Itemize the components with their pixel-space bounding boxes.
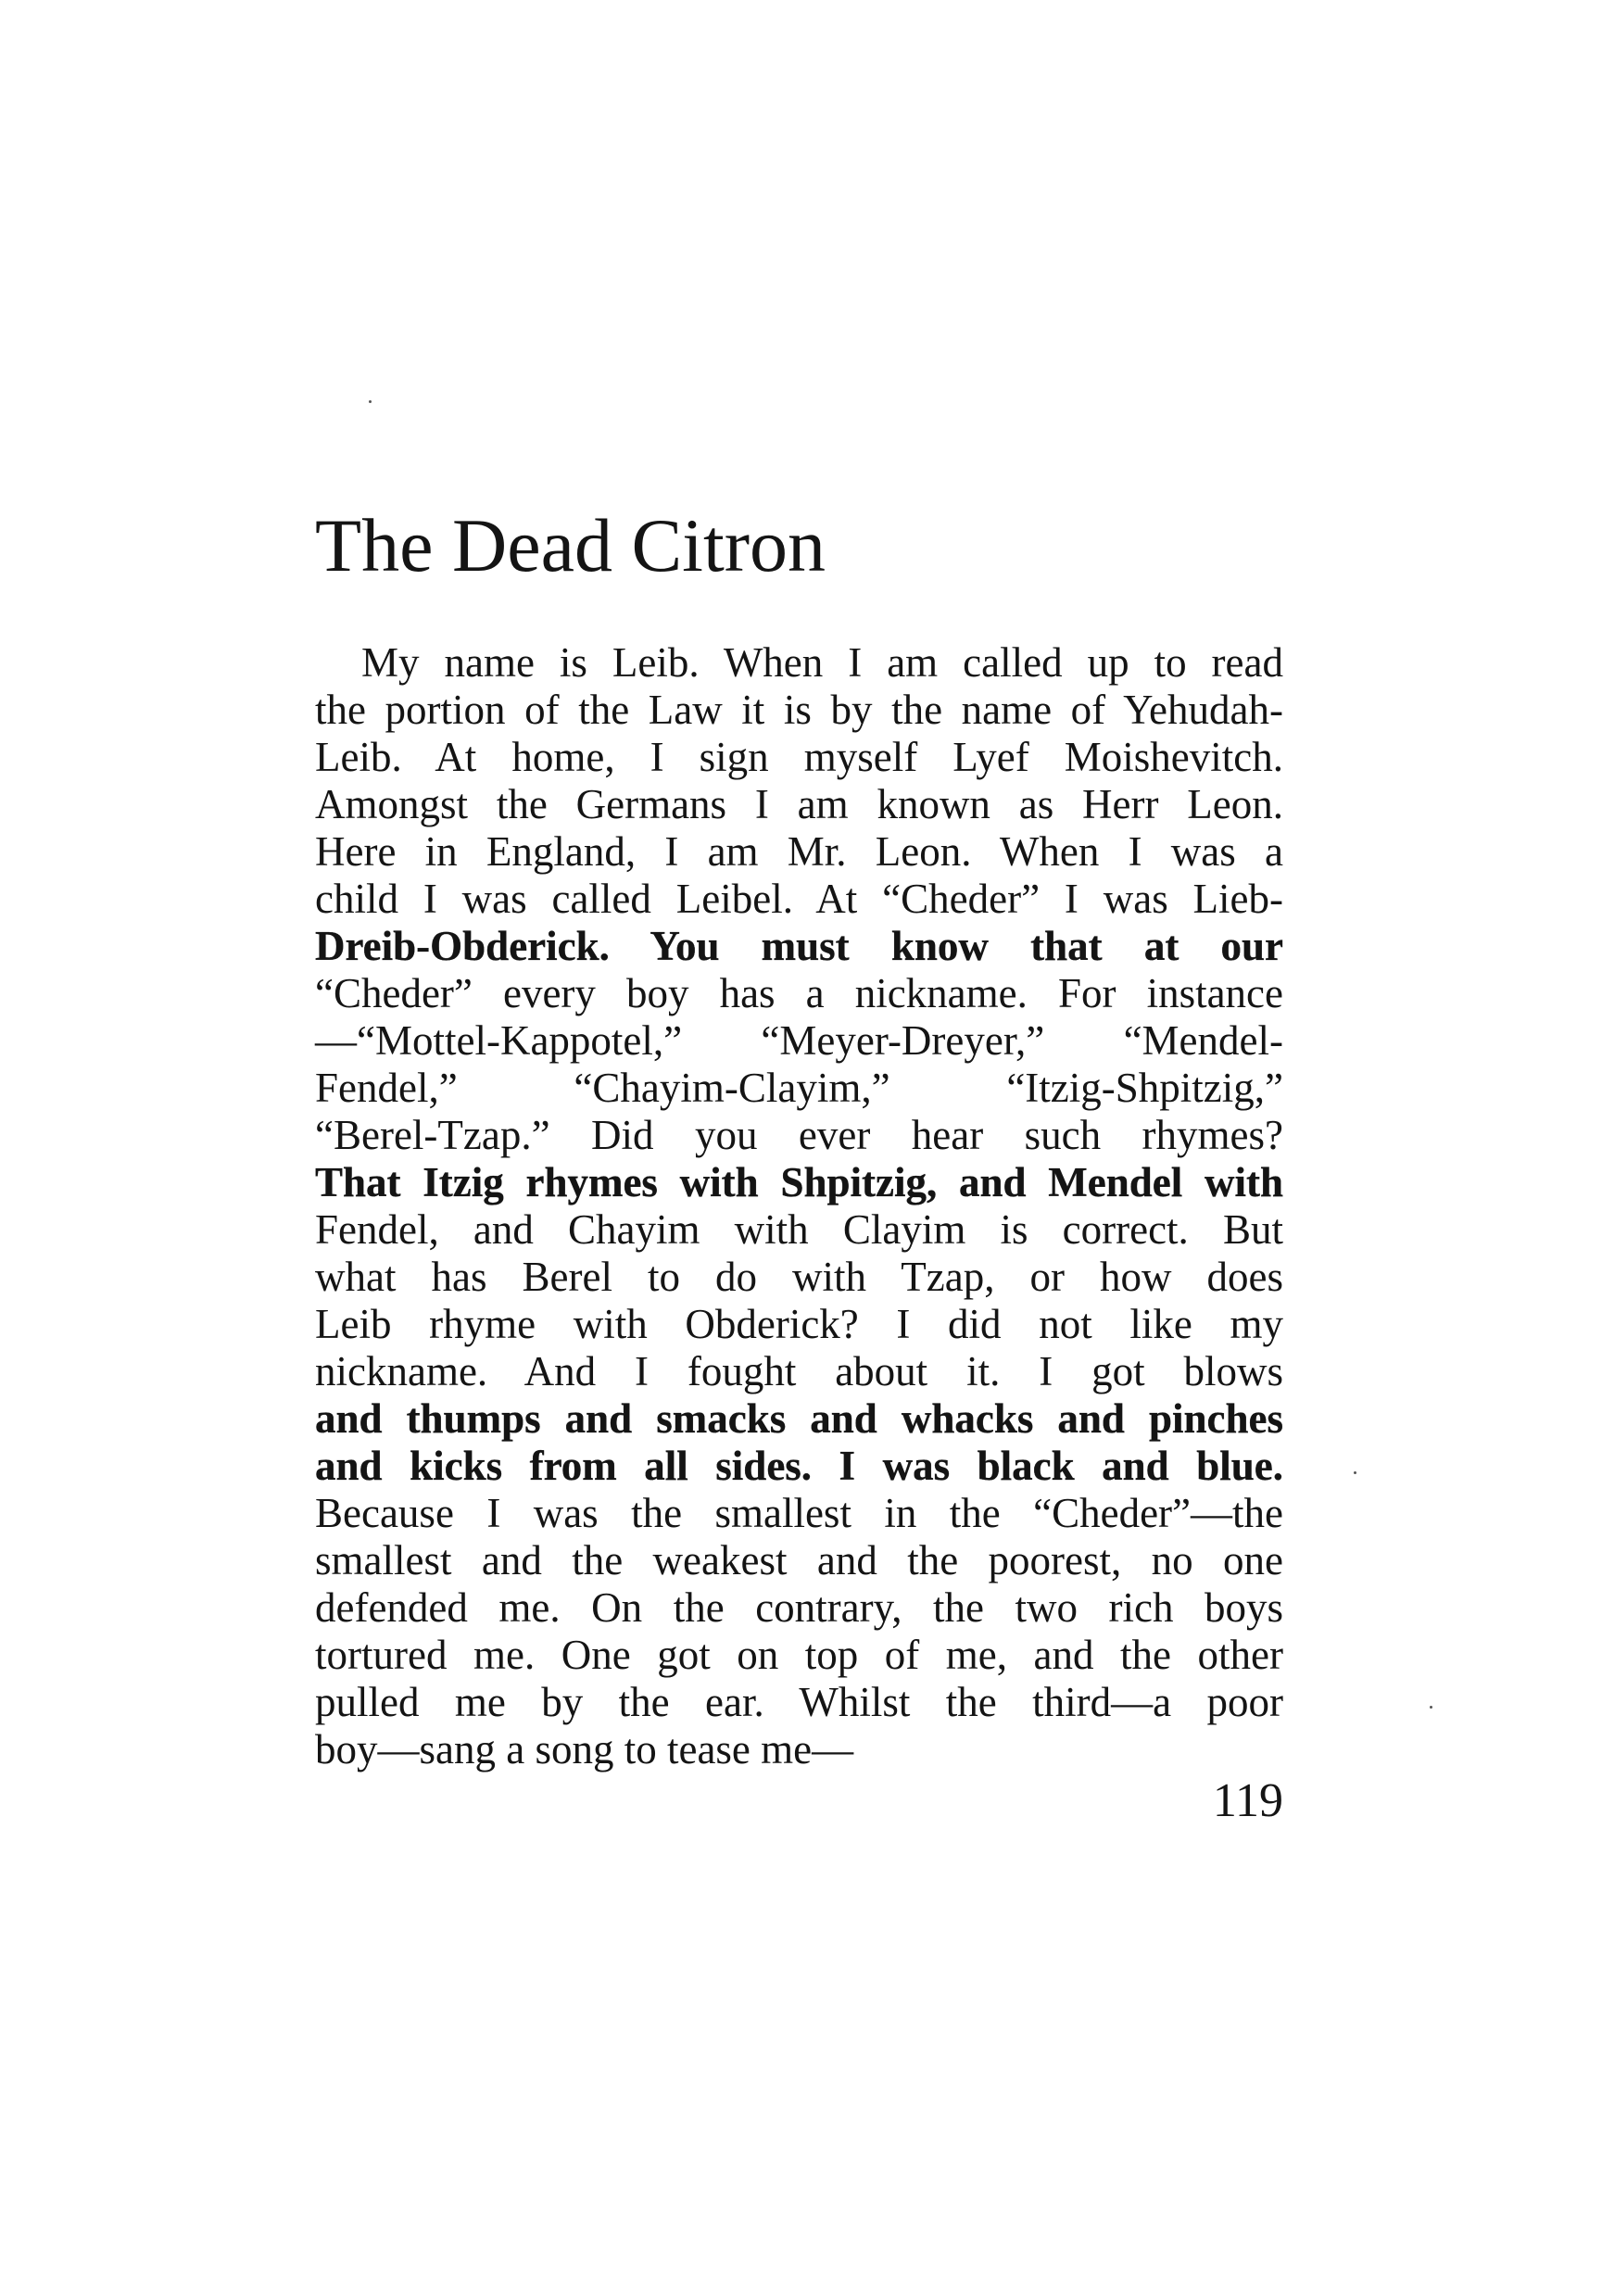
text-line: what has Berel to do with Tzap, or how does xyxy=(315,1254,1283,1300)
text-line: Fendel, and Chayim with Clayim is correct. But xyxy=(315,1206,1283,1253)
text-line: Here in England, I am Mr. Leon. When I was a xyxy=(315,828,1283,875)
text-line: the portion of the Law it is by the name of Yehudah- xyxy=(315,687,1283,733)
text-line: and kicks from all sides. I was black and blue. xyxy=(315,1443,1283,1489)
chapter-title: The Dead Citron xyxy=(315,503,826,587)
text-line: “Cheder” every boy has a nickname. For instance xyxy=(315,970,1283,1016)
text-line: child I was called Leibel. At “Cheder” I was Lieb- xyxy=(315,876,1283,922)
text-line: tortured me. One got on top of me, and the other xyxy=(315,1632,1283,1678)
page-speck xyxy=(369,400,372,403)
page-speck xyxy=(1354,1471,1356,1474)
text-line: Fendel,” “Chayim-Clayim,” “Itzig-Shpitzig,” xyxy=(315,1065,1283,1111)
text-line: boy—sang a song to tease me— xyxy=(315,1726,854,1772)
text-line: defended me. On the contrary, the two rich boys xyxy=(315,1584,1283,1631)
page-number: 119 xyxy=(1212,1774,1283,1827)
text-line: and thumps and smacks and whacks and pinches xyxy=(315,1395,1283,1442)
text-line: —“Mottel-Kappotel,” “Meyer-Dreyer,” “Mendel- xyxy=(315,1017,1283,1064)
text-line: Because I was the smallest in the “Cheder”—the xyxy=(315,1490,1283,1536)
body-paragraph xyxy=(315,639,1283,1773)
text-line: My name is Leib. When I am called up to read xyxy=(361,639,1283,686)
page-speck xyxy=(1430,1706,1432,1709)
text-line: “Berel-Tzap.” Did you ever hear such rhymes? xyxy=(315,1112,1283,1158)
text-line: That Itzig rhymes with Shpitzig, and Mendel with xyxy=(315,1159,1283,1205)
text-line: Dreib-Obderick. You must know that at our xyxy=(315,923,1283,969)
text-line: Leib. At home, I sign myself Lyef Moishevitch. xyxy=(315,734,1283,780)
text-line: pulled me by the ear. Whilst the third—a poor xyxy=(315,1679,1283,1725)
text-line: Amongst the Germans I am known as Herr Leon. xyxy=(315,781,1283,827)
text-line: nickname. And I fought about it. I got blows xyxy=(315,1348,1283,1394)
text-line: smallest and the weakest and the poorest, no one xyxy=(315,1537,1283,1583)
text-line: Leib rhyme with Obderick? I did not like my xyxy=(315,1301,1283,1347)
